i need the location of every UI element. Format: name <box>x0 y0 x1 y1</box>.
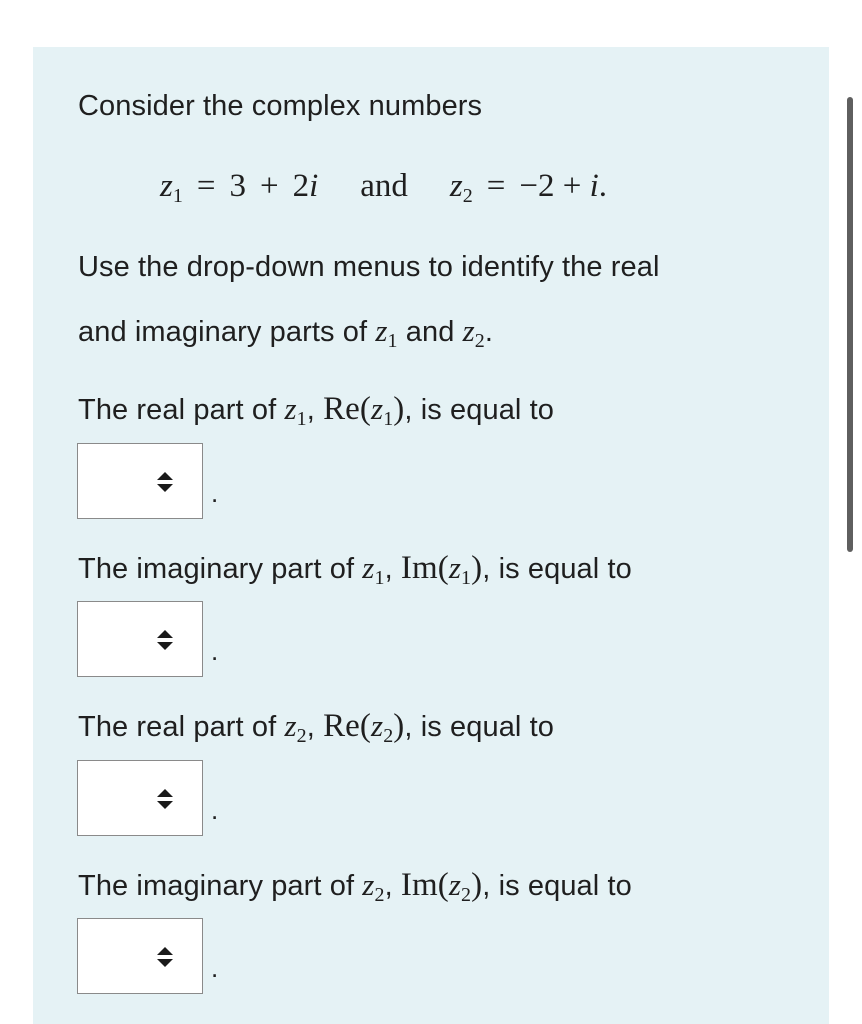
up-down-arrows-icon <box>155 628 175 652</box>
question-arg-var: z <box>448 550 462 585</box>
question-im-z1: The imaginary part of $z_1$, $Im(z_1)$, is equal to <box>78 550 632 589</box>
question-sub: 2 <box>296 725 307 747</box>
instructions-line-2-b: and <box>405 316 455 348</box>
period-4: . <box>211 953 219 983</box>
z2-value: −2 + <box>519 168 582 204</box>
equation-display <box>160 166 607 210</box>
equation-period: . <box>598 168 608 204</box>
period-3: . <box>211 795 219 825</box>
question-var: z <box>284 391 297 426</box>
equals-sign-2: = <box>486 168 506 204</box>
equation-and: and <box>360 168 408 204</box>
re-operator: Re <box>323 708 360 744</box>
z2-var: z <box>449 168 463 204</box>
question-arg-sub: 2 <box>461 884 472 906</box>
question-comma: , <box>384 553 393 585</box>
question-comma: , <box>306 711 315 743</box>
im-operator: Im <box>400 867 438 903</box>
instructions-line-1: Use the drop-down menus to identify the real <box>78 251 660 283</box>
question-sub: 2 <box>374 884 385 906</box>
instructions-line-2-a: and imaginary parts of <box>78 316 368 348</box>
question-sub: 1 <box>374 567 385 589</box>
inline-z2-sub: 2 <box>474 330 485 352</box>
question-im-z2: The imaginary part of $z_2$, $Im(z_2)$, is equal to <box>78 867 632 906</box>
dropdown-re-z1[interactable] <box>77 443 203 519</box>
scrollbar[interactable] <box>847 97 853 552</box>
question-var: z <box>362 550 375 585</box>
question-suffix: , is equal to <box>404 394 555 426</box>
question-var: z <box>362 867 375 902</box>
inline-z1-sub: 1 <box>387 330 398 352</box>
inline-z2-var: z <box>462 313 475 348</box>
up-down-arrows-icon <box>155 470 175 494</box>
question-arg-var: z <box>448 867 462 902</box>
z1-sub: 1 <box>172 185 183 207</box>
imag-unit: i <box>309 168 319 204</box>
question-comma: , <box>306 394 315 426</box>
question-prefix: The real part of <box>78 394 277 426</box>
plus-sign: + <box>259 168 279 204</box>
period-2: . <box>211 636 219 666</box>
imag-unit-2: i <box>589 168 599 204</box>
question-re-z1: The real part of $z_1$, $Re(z_1)$, is equal to <box>78 391 555 430</box>
question-prefix: The imaginary part of <box>78 553 355 585</box>
inline-z1-var: z <box>375 313 388 348</box>
question-var: z <box>284 708 297 743</box>
question-suffix: , is equal to <box>404 711 555 743</box>
im-operator: Im <box>400 550 438 586</box>
question-arg-var: z <box>371 391 384 426</box>
question-arg-var: z <box>371 708 384 743</box>
dropdown-im-z2[interactable] <box>77 918 203 994</box>
question-comma: , <box>384 870 393 902</box>
z2-sub: 2 <box>462 185 473 207</box>
question-suffix: , is equal to <box>482 553 632 585</box>
question-arg-sub: 1 <box>383 408 394 430</box>
question-sub: 1 <box>296 408 307 430</box>
dropdown-re-z2[interactable] <box>77 760 203 836</box>
up-down-arrows-icon <box>155 787 175 811</box>
z1-var: z <box>160 168 173 204</box>
question-arg-sub: 1 <box>461 567 472 589</box>
z1-real-value: 3 <box>229 168 246 204</box>
question-prefix: The imaginary part of <box>78 870 355 902</box>
z1-imag-value: 2 <box>292 168 310 204</box>
intro-text: Consider the complex numbers <box>78 90 483 122</box>
dropdown-im-z1[interactable] <box>77 601 203 677</box>
equals-sign: = <box>196 168 216 204</box>
period-1: . <box>211 478 219 508</box>
up-down-arrows-icon <box>155 945 175 969</box>
question-re-z2: The real part of $z_2$, $Re(z_2)$, is equal to <box>78 708 555 747</box>
re-operator: Re <box>323 391 360 427</box>
question-arg-sub: 2 <box>383 725 394 747</box>
instructions-line-2 <box>78 313 493 353</box>
instructions-period: . <box>484 316 494 348</box>
question-suffix: , is equal to <box>482 870 632 902</box>
question-prefix: The real part of <box>78 711 277 743</box>
